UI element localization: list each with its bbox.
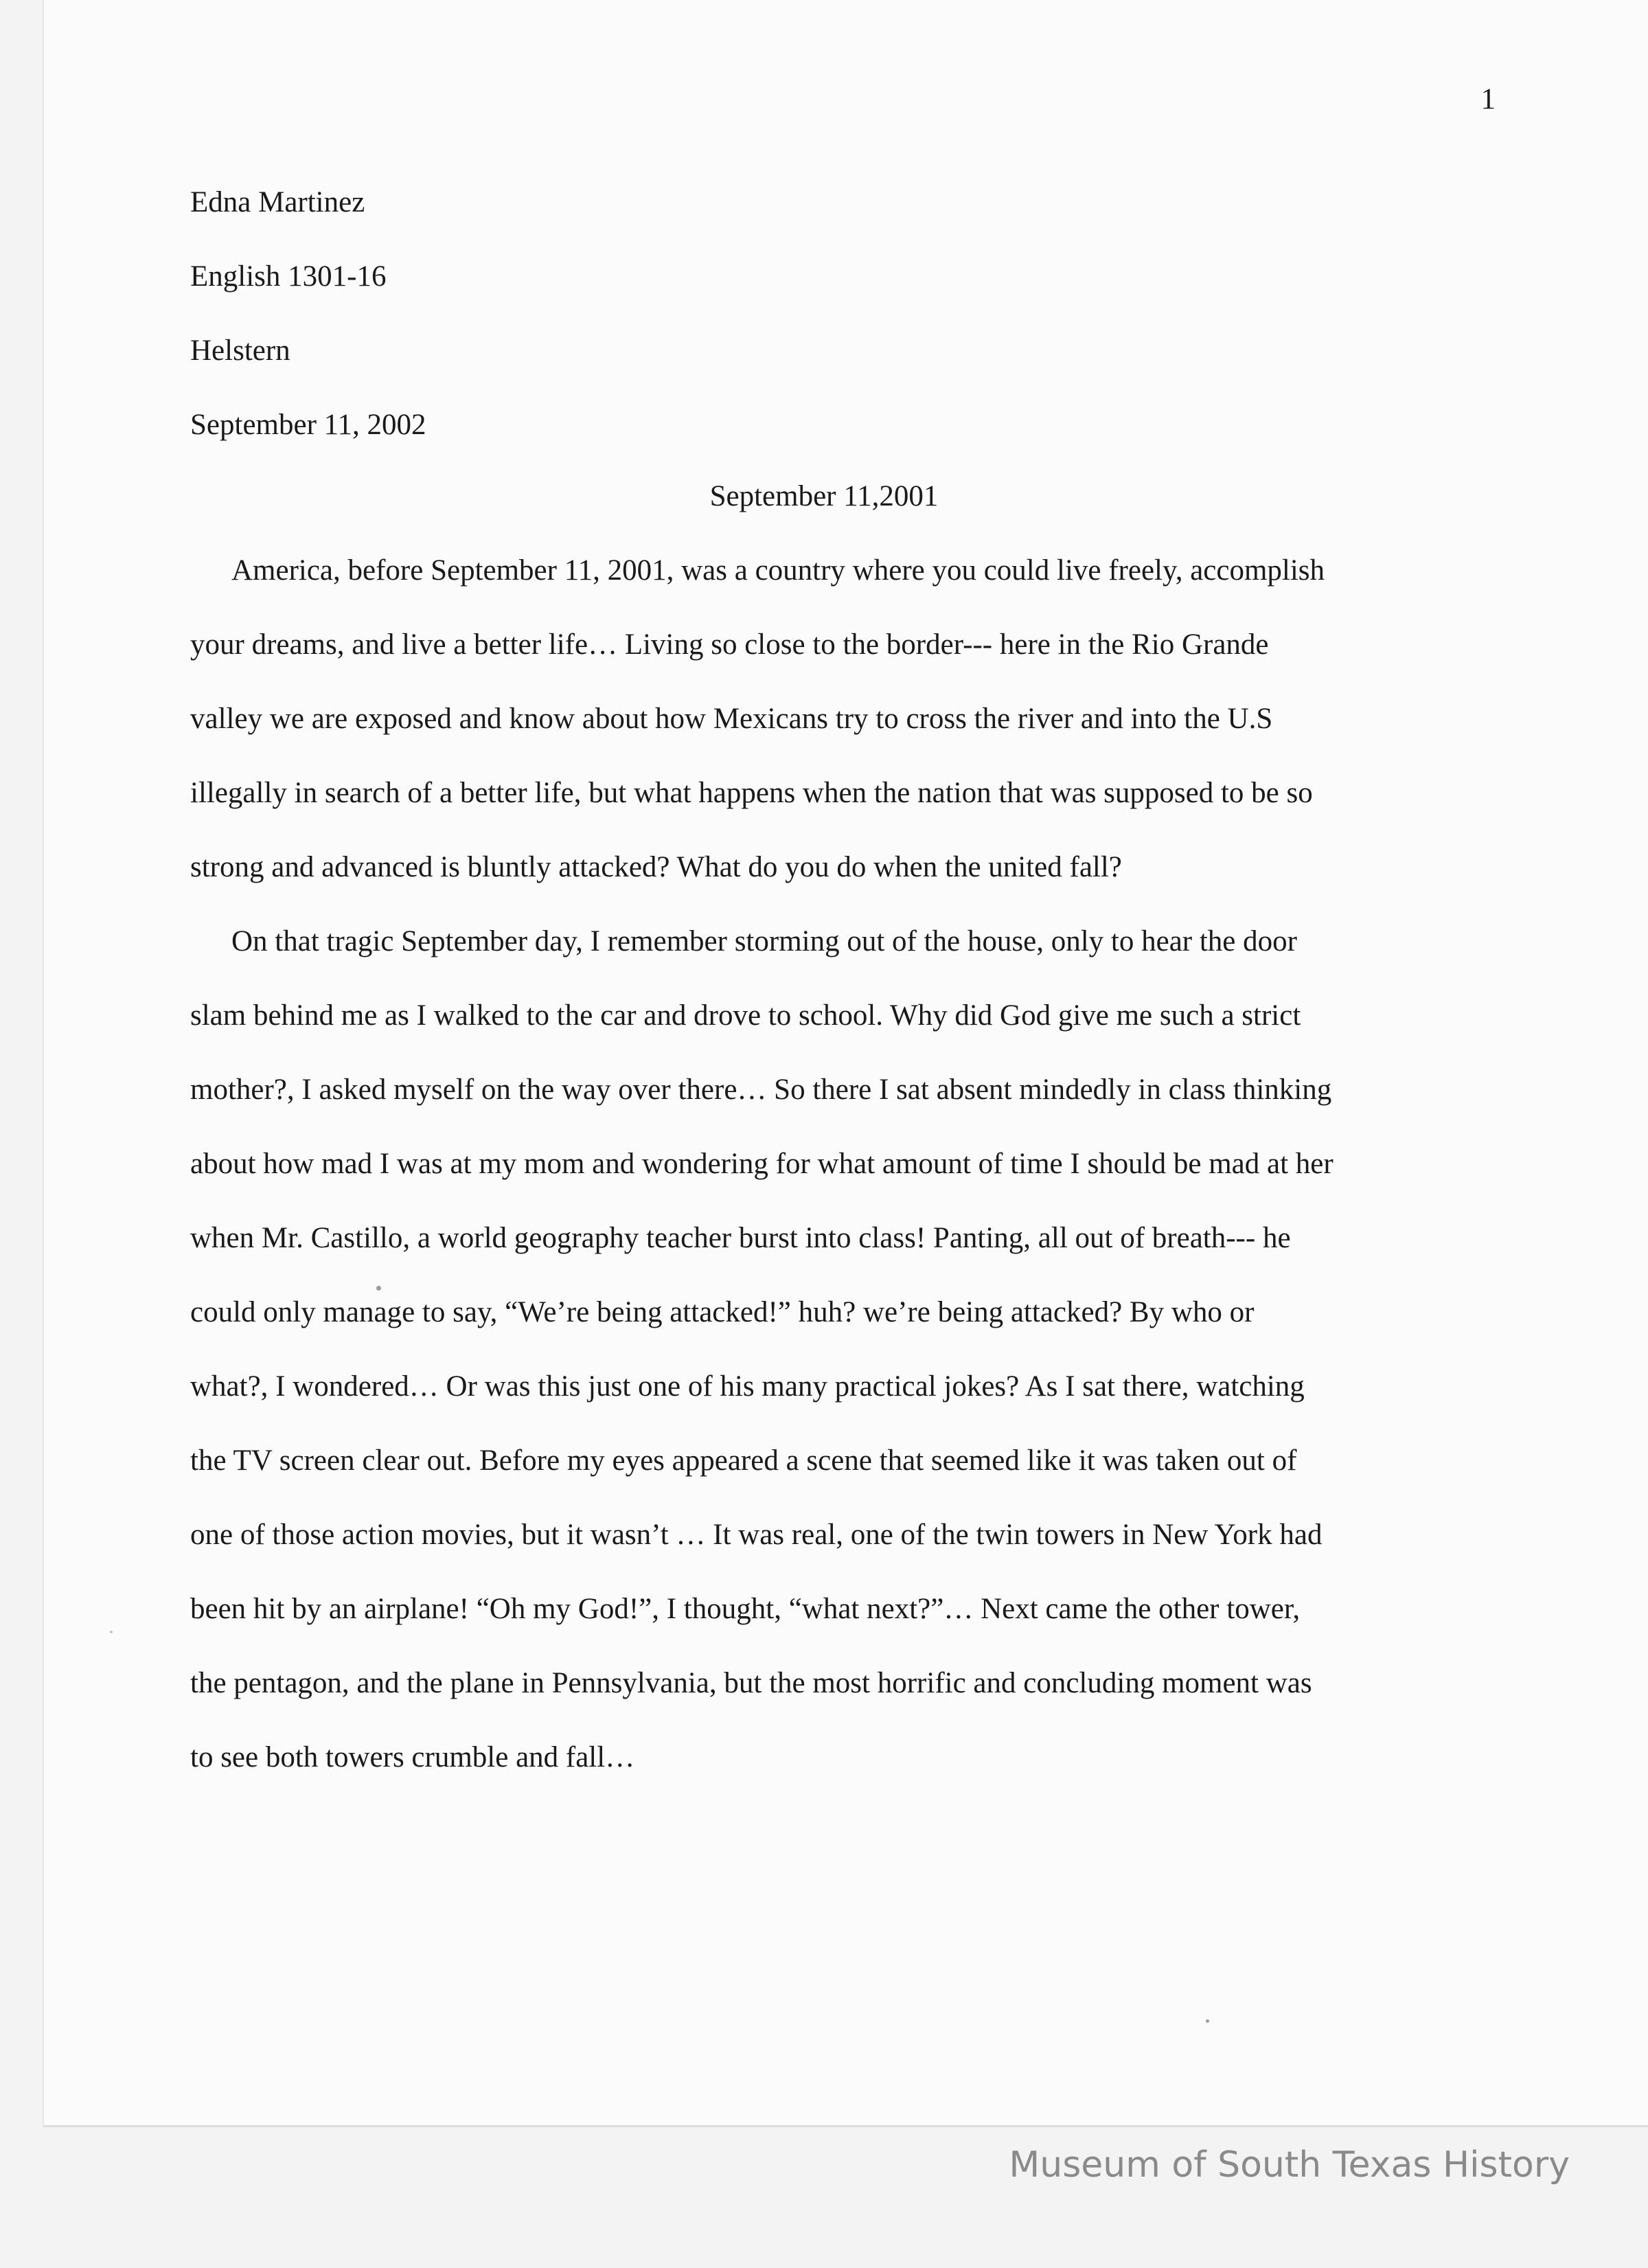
scan-speck — [110, 1631, 113, 1633]
essay-line: illegally in search of a better life, but what happens when the nation that was supposed to be so — [190, 777, 1313, 809]
essay-line: one of those action movies, but it wasn’t … It was real, one of the twin towers in New York had — [190, 1519, 1323, 1551]
scan-speck — [1206, 2019, 1209, 2023]
essay-line: about how mad I was at my mom and wondering for what amount of time I should be mad at her — [190, 1148, 1334, 1180]
essay-line: could only manage to say, “We’re being attacked!” huh? we’re being attacked? By who or — [190, 1296, 1255, 1328]
essay-line: slam behind me as I walked to the car and drove to school. Why did God give me such a strict — [190, 999, 1301, 1032]
scan-speck — [376, 1286, 381, 1291]
essay-line: your dreams, and live a better life… Living so close to the border--- here in the Rio Grande — [190, 628, 1269, 661]
paper-sheet — [43, 0, 1648, 2127]
essay-line: what?, I wondered… Or was this just one of his many practical jokes? As I sat there, watching — [190, 1370, 1305, 1403]
author-name: Edna Martinez — [190, 186, 365, 218]
essay-title: September 11,2001 — [709, 480, 939, 512]
essay-line: mother?, I asked myself on the way over there… So there I sat absent mindedly in class thinking — [190, 1074, 1332, 1106]
page-number: 1 — [1480, 83, 1496, 115]
essay-line: America, before September 11, 2001, was a country where you could live freely, accomplish — [231, 554, 1325, 587]
essay-date: September 11, 2002 — [190, 409, 426, 441]
essay-line: strong and advanced is bluntly attacked? What do you do when the united fall? — [190, 851, 1122, 883]
essay-line: to see both towers crumble and fall… — [190, 1741, 635, 1773]
essay-line: On that tragic September day, I remember storming out of the house, only to hear the door — [231, 925, 1297, 957]
instructor-name: Helstern — [190, 334, 290, 367]
course-name: English 1301-16 — [190, 260, 387, 293]
essay-line: valley we are exposed and know about how Mexicans try to cross the river and into the U.S — [190, 703, 1273, 735]
essay-line: been hit by an airplane! “Oh my God!”, I thought, “what next?”… Next came the other tower, — [190, 1593, 1301, 1625]
essay-line: when Mr. Castillo, a world geography teacher burst into class! Panting, all out of breath--- he — [190, 1222, 1291, 1254]
watermark: Museum of South Texas History — [1009, 2144, 1570, 2186]
essay-line: the TV screen clear out. Before my eyes appeared a scene that seemed like it was taken out of — [190, 1444, 1297, 1477]
essay-line: the pentagon, and the plane in Pennsylvania, but the most horrific and concluding moment was — [190, 1667, 1312, 1699]
